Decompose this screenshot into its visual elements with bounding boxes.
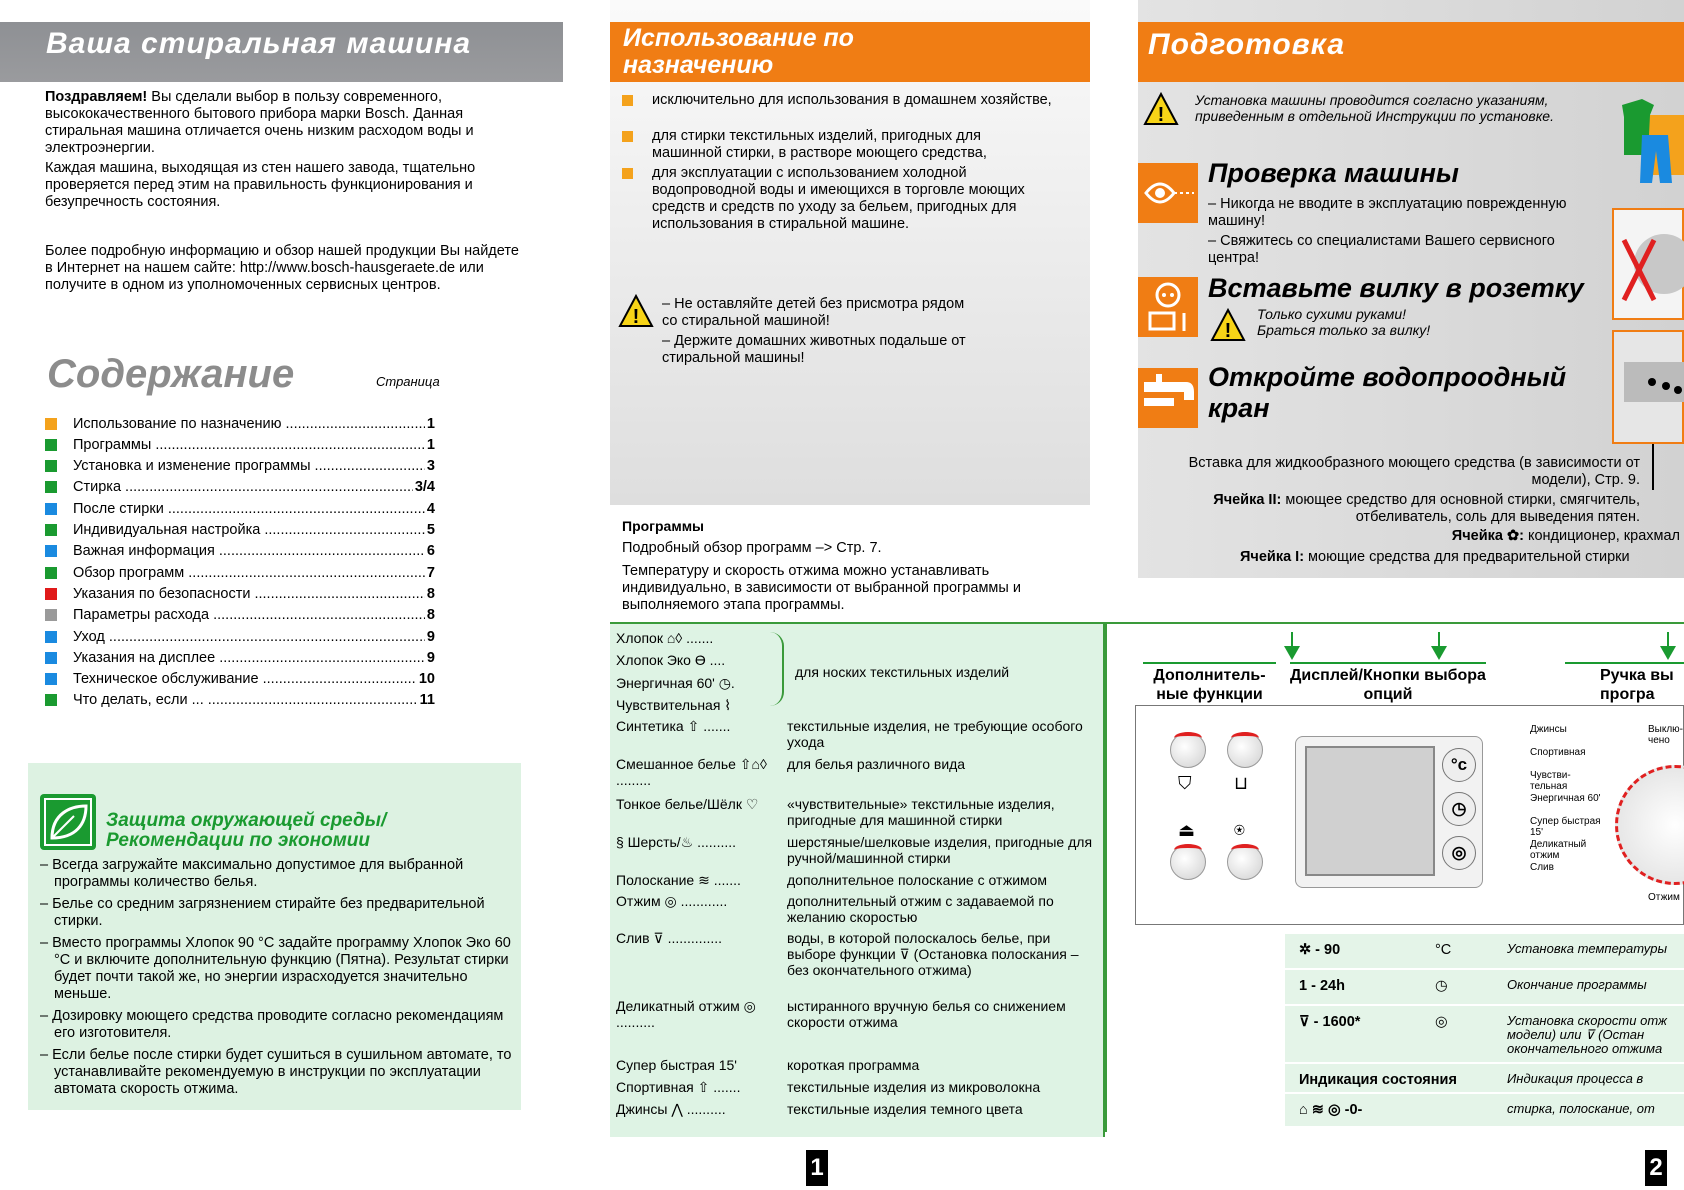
- cellx-desc: кондиционер, крахмал: [1523, 528, 1680, 544]
- eco-list: [40, 857, 520, 1103]
- plug-note-2: Браться только за вилку!: [1257, 322, 1431, 338]
- arrow-down-2: [1429, 632, 1449, 664]
- table-value: ⌂ ≋ ◎ -0-: [1299, 1102, 1363, 1118]
- toc-color-marker: [45, 694, 57, 706]
- tap-title-line2: кран: [1208, 393, 1270, 423]
- toc-label: Использование по назначению .....: [73, 416, 425, 432]
- cell2-bold: Ячейка II:: [1213, 492, 1282, 508]
- toc-page: 3/4: [414, 479, 435, 496]
- table-row: [1285, 970, 1684, 1006]
- table-row: [1285, 934, 1684, 970]
- eco-title-line2: Рекомендации по экономии: [106, 830, 370, 851]
- toc-item[interactable]: [45, 477, 435, 498]
- warning-children-text: Не оставляйте детей без присмотра рядом со стиральной машиной!: [662, 296, 965, 329]
- toc-page: 4: [426, 500, 435, 517]
- toc-color-marker: [45, 631, 57, 643]
- table-unit: ◎: [1435, 1014, 1448, 1030]
- table-value: ✲ - 90: [1299, 942, 1341, 958]
- toc-item[interactable]: [45, 626, 435, 647]
- programs-title: Программы: [622, 518, 705, 534]
- eco-title-line1: Защита окружающей среды/: [106, 810, 387, 831]
- toc-color-marker: [45, 545, 57, 557]
- dial-program-item: Джинсы: [1530, 724, 1567, 735]
- cell1-desc: моющие средства для предварительной стирки: [1304, 549, 1630, 565]
- program-description: дополнительное полоскание с отжимом: [787, 872, 1048, 888]
- toc-label: После стирки .....: [73, 501, 425, 517]
- toc-color-marker: [45, 652, 57, 664]
- svg-text:!: !: [1224, 320, 1232, 342]
- program-name: Слив ⊽ ..............: [616, 930, 723, 946]
- program-description: текстильные изделия, не требующие особого ухода: [787, 718, 1083, 750]
- check-item-1: – Никогда не вводите в эксплуатацию поврежденную машину!: [1208, 196, 1567, 229]
- program-name: Смешанное белье ⇧⌂◊ .........: [616, 756, 767, 788]
- program-name: Отжим ◎ ............: [616, 893, 728, 909]
- toc-page: 9: [426, 649, 435, 666]
- programs-intro: Температуру и скорость отжима можно устанавливать индивидуально, в зависимости от выбранной программы и выполняемого этапа программы.: [622, 563, 1021, 613]
- orange-bullet: [622, 131, 633, 142]
- water-tap-icon: [1138, 368, 1198, 428]
- toc-label: Важная информация .....: [73, 543, 425, 559]
- eco-title: [106, 811, 386, 851]
- toc-item[interactable]: [45, 413, 435, 434]
- warning-pets: – Держите домашних животных подальше от стиральной машины!: [662, 333, 966, 366]
- column1-title: Ваша стиральная машина: [46, 27, 472, 60]
- dial-program-item: Чувстви- тельная: [1530, 770, 1571, 792]
- toc-item[interactable]: [45, 541, 435, 562]
- toc-page: 8: [426, 607, 435, 624]
- eco-item: – Всегда загружайте максимально допустимое для выбранной программы количество белья.: [40, 857, 464, 890]
- clothes-icon: [1612, 95, 1684, 183]
- eco-item: – Дозировку моющего средства проводите согласно рекомендациям его изготовителя.: [40, 1008, 504, 1041]
- column2-title: Использование по назначению: [623, 24, 854, 79]
- cell2-text: [1160, 492, 1640, 526]
- toc-page: 9: [426, 628, 435, 645]
- program-description: для белья различного вида: [787, 756, 966, 772]
- program-dial-label: Ручка вы програ: [1565, 662, 1684, 704]
- toc-color-marker: [45, 460, 57, 472]
- toc-color-marker: [45, 439, 57, 451]
- toc-label: Уход .....: [73, 629, 425, 645]
- program-name: Чувствительная ⌇: [616, 697, 732, 713]
- toc-item[interactable]: [45, 605, 435, 626]
- shirt-icon: ⛉: [1178, 773, 1192, 793]
- program-description: короткая программа: [787, 1057, 920, 1073]
- table-description: стирка, полоскание, от: [1507, 1102, 1655, 1116]
- program-name: Синтетика ⇧ .......: [616, 718, 731, 734]
- toc-label: Обзор программ .....: [73, 565, 425, 581]
- extra-functions-label: Дополнитель- ные функции: [1143, 662, 1276, 704]
- program-name: § Шерсть/♨ ..........: [616, 834, 737, 850]
- warning-icon-plug: [1210, 308, 1246, 346]
- para-quality: Каждая машина, выходящая из стен нашего завода, тщательно проверяется перед этим на правильность функционирования и безупречность состояния.: [45, 160, 476, 210]
- toc-item[interactable]: [45, 669, 435, 690]
- dial-program-item: Спортивная: [1530, 747, 1586, 758]
- panel-left-border: [1105, 622, 1107, 1132]
- toc-page: 10: [418, 671, 435, 688]
- warning-icon: [618, 294, 654, 332]
- toc-label: Стирка .....: [73, 479, 413, 495]
- dial-off-label: Выклю- чено: [1648, 724, 1684, 746]
- eco-item-text: Всегда загружайте максимально допустимое для выбранной программы количество белья.: [52, 857, 464, 890]
- eco-item-text: Вместо программы Хлопок 90 °C задайте программу Хлопок Эко 60 °C и включите дополнительную функцию (Пятна). Результат стирки будет почти такой же, но энергии израсходуется значительно меньше.: [52, 935, 511, 1002]
- svg-text:!: !: [632, 306, 640, 328]
- green-divider-line: [610, 622, 1684, 624]
- leaf-icon: [40, 794, 96, 850]
- page-column-label: Страница: [376, 374, 440, 389]
- program-description: воды, в которой полоскалось белье, при выборе функции ⊽ (Остановка полоскания – без окончательного отжима): [787, 930, 1079, 978]
- table-description: Установка скорости отж модели) или ⊽ (Остан окончательного отжима: [1507, 1014, 1667, 1056]
- toc-label: Программы .....: [73, 437, 425, 453]
- toc-color-marker: [45, 524, 57, 536]
- extra-function-button-2[interactable]: [1227, 732, 1263, 768]
- usage-item: исключительно для использования в домашнем хозяйстве,: [652, 92, 1052, 108]
- display-screen: [1305, 746, 1435, 876]
- intro-bold: Поздравляем!: [45, 89, 148, 105]
- install-note: Установка машины проводится согласно указаниям, приведенным в отдельной Инструкции по установке.: [1195, 92, 1554, 124]
- program-name: Деликатный отжим ◎ ..........: [616, 998, 756, 1030]
- program-name: Полоскание ≋ .......: [616, 872, 741, 888]
- rinse-plus-icon: ⍟: [1234, 820, 1245, 840]
- program-description: шерстяные/шелковые изделия, пригодные для ручной/машинной стирки: [787, 834, 1093, 866]
- group-brace: [770, 632, 784, 706]
- table-unit: ◷: [1435, 978, 1448, 994]
- cell1-text: [1240, 549, 1684, 566]
- prewash-icon: ⊔: [1234, 773, 1249, 793]
- toc-label: Техническое обслуживание .....: [73, 671, 417, 687]
- toc-page: 7: [426, 564, 435, 581]
- program-description: ыстиранного вручную белья со снижением скорости отжима: [787, 998, 1066, 1030]
- toc-item[interactable]: [45, 434, 435, 455]
- iron-icon: ⏏: [1178, 820, 1196, 840]
- toc-page: 1: [426, 415, 435, 432]
- program-description: «чувствительные» текстильные изделия, пригодные для машинной стирки: [787, 796, 1055, 828]
- program-name: Тонкое белье/Шёлк ♡: [616, 796, 759, 812]
- toc-color-marker: [45, 609, 57, 621]
- usage-item: для эксплуатации с использованием холодной водопроводной воды и имеющихся в торговле моющих средств и средств по уходу за бельем, пригодных для использования в стиральной машине.: [652, 165, 1025, 232]
- program-name: Супер быстрая 15': [616, 1057, 737, 1073]
- usage-item: для стирки текстильных изделий, пригодных для машинной стирки, в растворе моющего средства,: [652, 128, 987, 161]
- extra-function-button-4[interactable]: [1227, 844, 1263, 880]
- dial-program-item: Энергичная 60': [1530, 793, 1601, 804]
- toc-item[interactable]: [45, 562, 435, 583]
- toc-color-marker: [45, 418, 57, 430]
- toc-item[interactable]: [45, 647, 435, 668]
- toc-page: 11: [419, 692, 435, 709]
- toc-color-marker: [45, 567, 57, 579]
- table-row: [1285, 1006, 1684, 1064]
- toc-color-marker: [45, 588, 57, 600]
- page-number-1: 1: [806, 1150, 828, 1186]
- dial-program-item: Супер быстрая 15': [1530, 816, 1601, 838]
- table-row: [1285, 1094, 1684, 1128]
- toc-label: Указания по безопасности .....: [73, 586, 425, 602]
- toc-item[interactable]: [45, 498, 435, 519]
- damaged-machine-image: [1612, 208, 1684, 320]
- page-number-2: 2: [1645, 1150, 1667, 1186]
- table-description: Установка температуры: [1507, 942, 1668, 956]
- table-description: Индикация процесса в: [1507, 1072, 1644, 1086]
- arrow-down-3: [1658, 632, 1678, 664]
- temperature-button[interactable]: °c: [1442, 748, 1476, 782]
- toc-page: 5: [426, 522, 435, 538]
- table-value: 1 - 24h: [1299, 978, 1345, 994]
- finish-time-button[interactable]: ◷: [1442, 792, 1476, 826]
- eco-item-text: Белье со средним загрязнением стирайте без предварительной стирки.: [52, 896, 485, 929]
- para-website: Более подробную информацию и обзор нашей продукции Вы найдете в Интернет на нашем сайте: http://www.bosch-hausgeraete.de или получите в одном из уполномоченных сервисных центров.: [45, 243, 519, 293]
- program-description: текстильные изделия темного цвета: [787, 1101, 1023, 1117]
- toc-color-marker: [45, 503, 57, 515]
- dial-spin-label: Отжим: [1648, 892, 1680, 903]
- toc-page: 1: [426, 436, 435, 453]
- eye-icon: [1138, 163, 1198, 223]
- toc-label: Установка и изменение программы .....: [73, 458, 425, 474]
- check-machine-title: Проверка машины: [1208, 158, 1459, 188]
- column3-title: Подготовка: [1148, 28, 1346, 61]
- program-description: дополнительный отжим с задаваемой по желанию скоростью: [787, 893, 1054, 925]
- detergent-drawer-image: [1612, 330, 1684, 444]
- eco-item: – Белье со средним загрязнением стирайте без предварительной стирки.: [40, 896, 485, 929]
- toc-color-marker: [45, 481, 57, 493]
- intro-text: Вы сделали выбор в пользу современного, высококачественного бытового прибора марки Bosch. Данная стиральная машина отличается очень низким расходом воды и электроэнергии.: [45, 89, 474, 156]
- contents-title: Содержание: [47, 352, 295, 396]
- toc-item[interactable]: [45, 456, 435, 477]
- cellx-bold: Ячейка ✿:: [1451, 528, 1524, 544]
- toc-item[interactable]: [45, 520, 435, 541]
- program-name: Хлопок Эко ϴ ....: [616, 652, 726, 668]
- toc-page: 3: [426, 458, 435, 475]
- toc-label: Индивидуальная настройка .....: [73, 522, 425, 538]
- table-description: Окончание программы: [1507, 978, 1647, 992]
- check-item-2: – Свяжитесь со специалистами Вашего сервисного центра!: [1208, 233, 1555, 266]
- program-name: Спортивная ⇧ .......: [616, 1079, 741, 1095]
- program-description: текстильные изделия из микроволокна: [787, 1079, 1041, 1095]
- extra-function-button-1[interactable]: [1170, 732, 1206, 768]
- plug-note-1: Только сухими руками!: [1257, 306, 1407, 322]
- cellx-text: [1160, 528, 1680, 545]
- spin-speed-button[interactable]: ◎: [1442, 836, 1476, 870]
- orange-bullet: [622, 95, 633, 106]
- eco-item: – Вместо программы Хлопок 90 °C задайте программу Хлопок Эко 60 °C и включите дополнительную функцию (Пятна). Результат стирки будет почти такой же, но энергии израсходуется значительно меньше.: [40, 935, 511, 1002]
- program-name: Хлопок ⌂◊ .......: [616, 630, 714, 646]
- toc-label: Параметры расхода .....: [73, 607, 425, 623]
- toc-label: Указания на дисплее .....: [73, 650, 425, 666]
- eco-item-text: Если белье после стирки будет сушиться в сушильном автомате, то устанавливайте рекомендуемую в инструкции по эксплуатации автомата скорость отжима.: [52, 1047, 512, 1097]
- eco-item-text: Дозировку моющего средства проводите согласно рекомендациям его изготовителя.: [52, 1008, 504, 1041]
- toc-item[interactable]: [45, 583, 435, 604]
- cell1-bold: Ячейка I:: [1240, 549, 1305, 565]
- toc-page: 8: [426, 585, 435, 602]
- warning-pets-text: Держите домашних животных подальше от стиральной машины!: [662, 333, 966, 366]
- toc-color-marker: [45, 673, 57, 685]
- plug-note: [1257, 306, 1430, 338]
- tap-title-line1: Откройте водопроодный: [1208, 362, 1567, 392]
- table-value: ⊽ - 1600*: [1299, 1014, 1361, 1030]
- table-unit: °C: [1435, 942, 1452, 958]
- svg-text:!: !: [1157, 104, 1165, 126]
- toc-item[interactable]: [45, 690, 435, 711]
- plug-title: Вставьте вилку в розетку: [1208, 273, 1584, 303]
- orange-bullet: [622, 168, 633, 179]
- group-description: для носких текстильных изделий: [795, 664, 1010, 680]
- toc-page: 6: [426, 543, 435, 560]
- insert-text: Вставка для жидкообразного моющего средства (в зависимости от модели), Стр. 9.: [1188, 455, 1640, 488]
- toc-label: Что делать, если ... .....: [73, 692, 418, 708]
- extra-function-button-3[interactable]: [1170, 844, 1206, 880]
- plug-icon: [1138, 277, 1198, 337]
- programs-overview: Подробный обзор программ –> Стр. 7.: [622, 540, 882, 556]
- dial-program-item: Слив: [1530, 862, 1554, 873]
- display-buttons-label: Дисплей/Кнопки выбора опций: [1290, 662, 1486, 704]
- cell2-desc: моющее средство для основной стирки, смягчитель, отбеливатель, соль для выведения пятен.: [1281, 492, 1640, 525]
- tap-title: [1208, 362, 1566, 424]
- intro-paragraph: [45, 89, 525, 157]
- warning-children: – Не оставляйте детей без присмотра рядом со стиральной машиной!: [662, 296, 965, 329]
- table-row: [1285, 1064, 1684, 1094]
- dial-program-item: Деликатный отжим: [1530, 839, 1587, 861]
- check-item-2-text: Свяжитесь со специалистами Вашего сервисного центра!: [1208, 233, 1555, 266]
- pointer-line: [1652, 444, 1654, 490]
- warning-icon-install: [1143, 92, 1179, 130]
- program-name: Энергичная 60' ◷.: [616, 675, 735, 691]
- arrow-down-1: [1282, 632, 1302, 664]
- eco-item: – Если белье после стирки будет сушиться в сушильном автомате, то устанавливайте рекомендуемую в инструкции по эксплуатации автомата скорость отжима.: [40, 1047, 512, 1097]
- program-name: Джинсы ⋀ ..........: [616, 1101, 726, 1117]
- table-value: Индикация состояния: [1299, 1072, 1457, 1088]
- check-item-1-text: Никогда не вводите в эксплуатацию поврежденную машину!: [1208, 196, 1567, 229]
